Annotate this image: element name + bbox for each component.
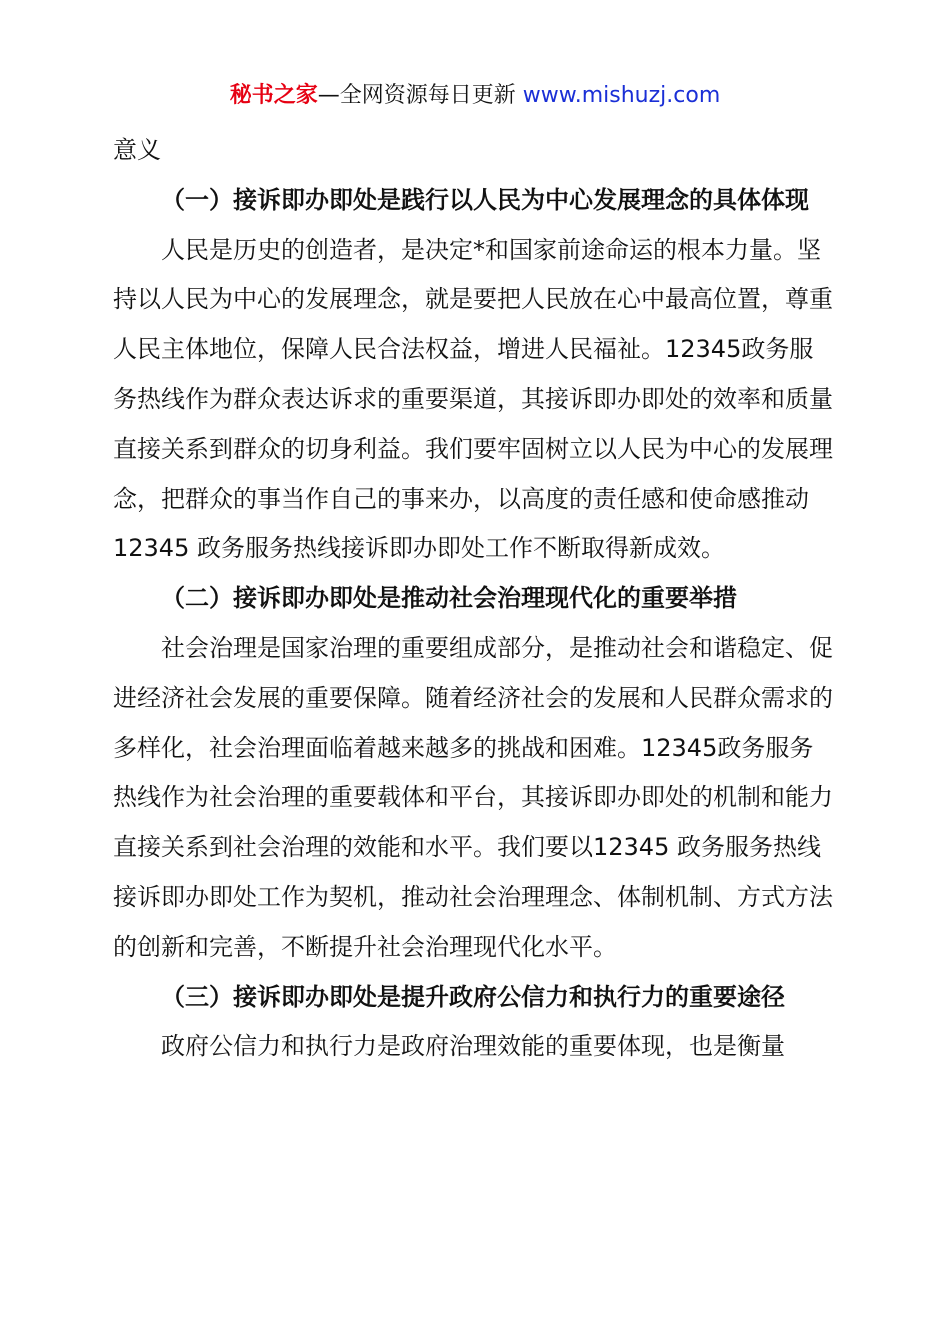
body-paragraph-2: 社会治理是国家治理的重要组成部分，是推动社会和谐稳定、促进经济社会发展的重要保障。随着经济社会的发展和人民群众需求的多样化，社会治理面临着越来越多的挑战和困难。12345政务服务热线作为社会治理的重要载体和平台，其接诉即办即处的机制和能力直接关系到社会治理的效能和水平。我们要以12345 政务服务热线接诉即办即处工作为契机，推动社会治理理念、体制机制、方式方法的创新和完善，不断提升社会治理现代化水平。	[113, 633, 833, 961]
site-banner	[0, 80, 950, 112]
section-heading-2: （二）接诉即办即处是推动社会治理现代化的重要举措	[161, 584, 737, 613]
banner-tagline: —全网资源每日更新	[317, 83, 523, 108]
paragraph-continuation: 意义	[113, 136, 161, 164]
banner-url[interactable]: www.mishuzj.com	[522, 83, 721, 108]
document-body	[113, 126, 835, 1072]
section-heading-1: （一）接诉即办即处是践行以人民为中心发展理念的具体体现	[161, 185, 809, 214]
body-paragraph-1: 人民是历史的创造者，是决定*和国家前途命运的根本力量。坚持以人民为中心的发展理念，就是要把人民放在心中最高位置，尊重人民主体地位，保障人民合法权益，增进人民福祉。12345政务服务热线作为群众表达诉求的重要渠道，其接诉即办即处的效率和质量直接关系到群众的切身利益。我们要牢固树立以人民为中心的发展理念，把群众的事当作自己的事来办，以高度的责任感和使命感推动 12345 政务服务热线接诉即办即处工作不断取得新成效。	[113, 235, 833, 563]
section-heading-3: （三）接诉即办即处是提升政府公信力和执行力的重要途径	[161, 982, 785, 1011]
banner-brand: 秘书之家	[229, 83, 318, 108]
body-paragraph-3: 政府公信力和执行力是政府治理效能的重要体现，也是衡量	[161, 1032, 785, 1061]
